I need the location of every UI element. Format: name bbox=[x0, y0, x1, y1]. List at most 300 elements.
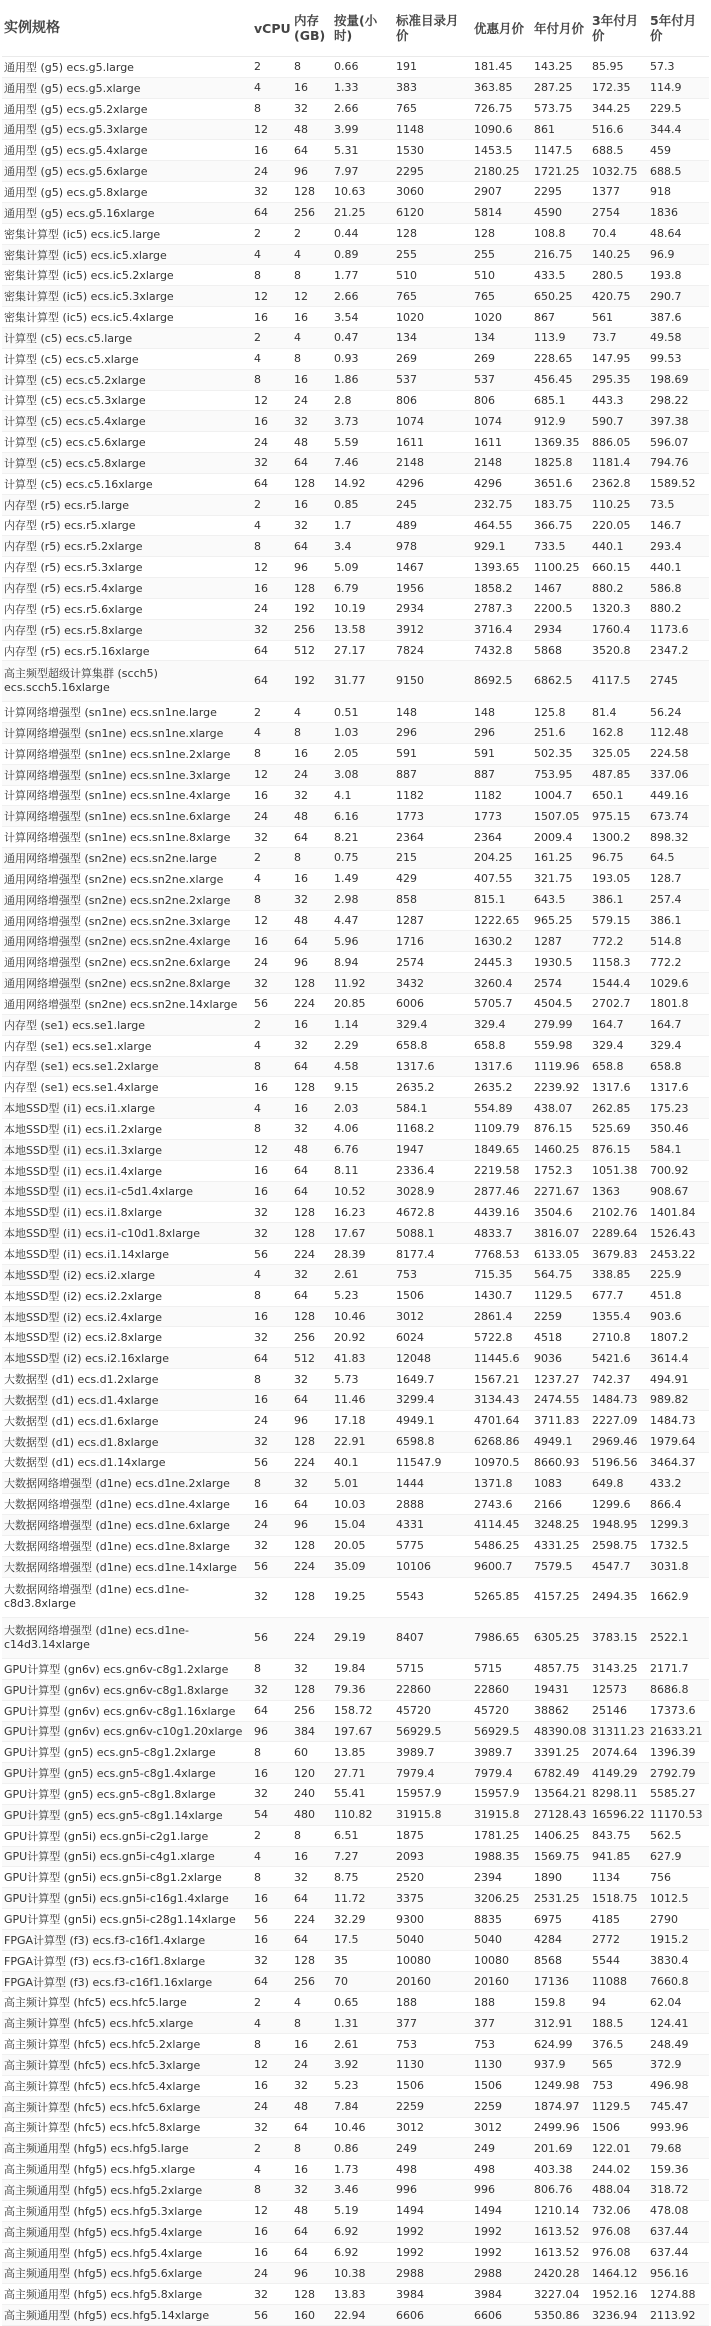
cell-3yr-monthly-price: 1506 bbox=[590, 2117, 648, 2138]
cell-instance-spec: 本地SSD型 (i2) ecs.i2.4xlarge bbox=[2, 1306, 252, 1327]
cell-instance-spec: 计算网络增强型 (sn1ne) ecs.sn1ne.4xlarge bbox=[2, 785, 252, 806]
table-row bbox=[2, 2263, 709, 2284]
cell-instance-spec: 通用网络增强型 (sn2ne) ecs.sn2ne.6xlarge bbox=[2, 952, 252, 973]
cell-annual-monthly-price: 38862 bbox=[532, 1700, 590, 1721]
cell-3yr-monthly-price: 147.95 bbox=[590, 348, 648, 369]
cell-vcpu: 32 bbox=[252, 182, 292, 203]
cell-discount-monthly-price: 5040 bbox=[472, 1929, 532, 1950]
cell-list-monthly-price: 215 bbox=[394, 848, 472, 869]
cell-instance-spec: 通用型 (g5) ecs.g5.16xlarge bbox=[2, 202, 252, 223]
cell-memory: 48 bbox=[292, 2096, 332, 2117]
cell-memory: 64 bbox=[292, 931, 332, 952]
cell-hourly-price: 6.51 bbox=[332, 1825, 394, 1846]
cell-5yr-monthly-price: 337.06 bbox=[648, 764, 709, 785]
cell-3yr-monthly-price: 590.7 bbox=[590, 411, 648, 432]
cell-hourly-price: 2.29 bbox=[332, 1035, 394, 1056]
cell-list-monthly-price: 31915.8 bbox=[394, 1804, 472, 1825]
table-row bbox=[2, 806, 709, 827]
cell-hourly-price: 10.19 bbox=[332, 598, 394, 619]
table-row bbox=[2, 182, 709, 203]
cell-vcpu: 2 bbox=[252, 223, 292, 244]
cell-vcpu: 16 bbox=[252, 1077, 292, 1098]
cell-instance-spec: 高主频通用型 (hfg5) ecs.hfg5.2xlarge bbox=[2, 2180, 252, 2201]
cell-vcpu: 4 bbox=[252, 1846, 292, 1867]
cell-discount-monthly-price: 5705.7 bbox=[472, 993, 532, 1014]
cell-memory: 48 bbox=[292, 910, 332, 931]
cell-discount-monthly-price: 2259 bbox=[472, 2096, 532, 2117]
table-row bbox=[2, 2075, 709, 2096]
cell-memory: 192 bbox=[292, 598, 332, 619]
cell-annual-monthly-price: 559.98 bbox=[532, 1035, 590, 1056]
cell-annual-monthly-price: 4331.25 bbox=[532, 1535, 590, 1556]
cell-vcpu: 8 bbox=[252, 1369, 292, 1390]
cell-annual-monthly-price: 965.25 bbox=[532, 910, 590, 931]
cell-instance-spec: 高主频计算型 (hfc5) ecs.hfc5.3xlarge bbox=[2, 2055, 252, 2076]
cell-discount-monthly-price: 45720 bbox=[472, 1700, 532, 1721]
cell-annual-monthly-price: 806.76 bbox=[532, 2180, 590, 2201]
cell-hourly-price: 41.83 bbox=[332, 1348, 394, 1369]
cell-5yr-monthly-price: 433.2 bbox=[648, 1473, 709, 1494]
table-row bbox=[2, 764, 709, 785]
cell-vcpu: 16 bbox=[252, 1306, 292, 1327]
table-row bbox=[2, 1721, 709, 1742]
cell-vcpu: 96 bbox=[252, 1721, 292, 1742]
cell-hourly-price: 35 bbox=[332, 1950, 394, 1971]
cell-memory: 48 bbox=[292, 2200, 332, 2221]
cell-3yr-monthly-price: 70.4 bbox=[590, 223, 648, 244]
cell-discount-monthly-price: 1371.8 bbox=[472, 1473, 532, 1494]
cell-discount-monthly-price: 929.1 bbox=[472, 536, 532, 557]
cell-vcpu: 32 bbox=[252, 1431, 292, 1452]
cell-vcpu: 4 bbox=[252, 2159, 292, 2180]
table-row bbox=[2, 1867, 709, 1888]
cell-instance-spec: 大数据网络增强型 (d1ne) ecs.d1ne.2xlarge bbox=[2, 1473, 252, 1494]
cell-annual-monthly-price: 228.65 bbox=[532, 348, 590, 369]
cell-list-monthly-price: 128 bbox=[394, 223, 472, 244]
cell-hourly-price: 0.86 bbox=[332, 2138, 394, 2159]
cell-vcpu: 4 bbox=[252, 244, 292, 265]
cell-instance-spec: 计算网络增强型 (sn1ne) ecs.sn1ne.8xlarge bbox=[2, 827, 252, 848]
cell-memory: 128 bbox=[292, 473, 332, 494]
cell-list-monthly-price: 296 bbox=[394, 723, 472, 744]
cell-vcpu: 16 bbox=[252, 931, 292, 952]
cell-instance-spec: 内存型 (r5) ecs.r5.3xlarge bbox=[2, 557, 252, 578]
cell-list-monthly-price: 3375 bbox=[394, 1888, 472, 1909]
cell-annual-monthly-price: 502.35 bbox=[532, 743, 590, 764]
table-row bbox=[2, 1909, 709, 1930]
cell-5yr-monthly-price: 1484.73 bbox=[648, 1410, 709, 1431]
cell-list-monthly-price: 12048 bbox=[394, 1348, 472, 1369]
cell-vcpu: 32 bbox=[252, 827, 292, 848]
cell-memory: 8 bbox=[292, 2138, 332, 2159]
cell-3yr-monthly-price: 443.3 bbox=[590, 390, 648, 411]
cell-annual-monthly-price: 876.15 bbox=[532, 1119, 590, 1140]
cell-3yr-monthly-price: 5196.56 bbox=[590, 1452, 648, 1473]
cell-5yr-monthly-price: 989.82 bbox=[648, 1390, 709, 1411]
cell-3yr-monthly-price: 1518.75 bbox=[590, 1888, 648, 1909]
cell-5yr-monthly-price: 2171.7 bbox=[648, 1658, 709, 1679]
cell-discount-monthly-price: 1494 bbox=[472, 2200, 532, 2221]
cell-vcpu: 4 bbox=[252, 515, 292, 536]
cell-3yr-monthly-price: 1464.12 bbox=[590, 2263, 648, 2284]
cell-annual-monthly-price: 13564.21 bbox=[532, 1784, 590, 1805]
cell-5yr-monthly-price: 1979.64 bbox=[648, 1431, 709, 1452]
cell-annual-monthly-price: 1507.05 bbox=[532, 806, 590, 827]
cell-vcpu: 56 bbox=[252, 1909, 292, 1930]
cell-memory: 16 bbox=[292, 494, 332, 515]
table-row bbox=[2, 1244, 709, 1265]
cell-5yr-monthly-price: 866.4 bbox=[648, 1494, 709, 1515]
cell-3yr-monthly-price: 1158.3 bbox=[590, 952, 648, 973]
cell-hourly-price: 1.31 bbox=[332, 2013, 394, 2034]
cell-hourly-price: 5.23 bbox=[332, 1285, 394, 1306]
cell-list-monthly-price: 2259 bbox=[394, 2096, 472, 2117]
cell-5yr-monthly-price: 1173.6 bbox=[648, 619, 709, 640]
cell-list-monthly-price: 4296 bbox=[394, 473, 472, 494]
table-row bbox=[2, 1035, 709, 1056]
cell-discount-monthly-price: 11445.6 bbox=[472, 1348, 532, 1369]
cell-discount-monthly-price: 1773 bbox=[472, 806, 532, 827]
cell-list-monthly-price: 9150 bbox=[394, 661, 472, 702]
table-row bbox=[2, 743, 709, 764]
cell-annual-monthly-price: 7579.5 bbox=[532, 1556, 590, 1577]
cell-vcpu: 32 bbox=[252, 1223, 292, 1244]
cell-5yr-monthly-price: 956.16 bbox=[648, 2263, 709, 2284]
cell-hourly-price: 2.98 bbox=[332, 889, 394, 910]
cell-3yr-monthly-price: 2494.35 bbox=[590, 1577, 648, 1618]
cell-list-monthly-price: 5040 bbox=[394, 1929, 472, 1950]
cell-memory: 160 bbox=[292, 2305, 332, 2326]
cell-vcpu: 54 bbox=[252, 1804, 292, 1825]
cell-3yr-monthly-price: 162.8 bbox=[590, 723, 648, 744]
cell-vcpu: 2 bbox=[252, 848, 292, 869]
table-row bbox=[2, 2138, 709, 2159]
cell-list-monthly-price: 8407 bbox=[394, 1618, 472, 1659]
table-row bbox=[2, 1264, 709, 1285]
cell-annual-monthly-price: 1613.52 bbox=[532, 2221, 590, 2242]
cell-list-monthly-price: 15957.9 bbox=[394, 1784, 472, 1805]
cell-memory: 48 bbox=[292, 119, 332, 140]
cell-discount-monthly-price: 5722.8 bbox=[472, 1327, 532, 1348]
cell-list-monthly-price: 5775 bbox=[394, 1535, 472, 1556]
cell-list-monthly-price: 134 bbox=[394, 327, 472, 348]
cell-vcpu: 8 bbox=[252, 743, 292, 764]
cell-instance-spec: GPU计算型 (gn5i) ecs.gn5i-c8g1.2xlarge bbox=[2, 1867, 252, 1888]
cell-vcpu: 32 bbox=[252, 619, 292, 640]
table-row bbox=[2, 1369, 709, 1390]
cell-hourly-price: 1.33 bbox=[332, 77, 394, 98]
cell-hourly-price: 1.77 bbox=[332, 265, 394, 286]
table-row bbox=[2, 348, 709, 369]
cell-list-monthly-price: 4949.1 bbox=[394, 1410, 472, 1431]
cell-3yr-monthly-price: 1129.5 bbox=[590, 2096, 648, 2117]
cell-instance-spec: 计算网络增强型 (sn1ne) ecs.sn1ne.large bbox=[2, 702, 252, 723]
table-row bbox=[2, 1556, 709, 1577]
cell-3yr-monthly-price: 565 bbox=[590, 2055, 648, 2076]
cell-memory: 16 bbox=[292, 307, 332, 328]
cell-annual-monthly-price: 1406.25 bbox=[532, 1825, 590, 1846]
cell-5yr-monthly-price: 1029.6 bbox=[648, 973, 709, 994]
cell-discount-monthly-price: 9600.7 bbox=[472, 1556, 532, 1577]
cell-annual-monthly-price: 201.69 bbox=[532, 2138, 590, 2159]
cell-annual-monthly-price: 564.75 bbox=[532, 1264, 590, 1285]
cell-vcpu: 16 bbox=[252, 1763, 292, 1784]
cell-hourly-price: 13.58 bbox=[332, 619, 394, 640]
cell-list-monthly-price: 1649.7 bbox=[394, 1369, 472, 1390]
cell-list-monthly-price: 1467 bbox=[394, 557, 472, 578]
cell-5yr-monthly-price: 49.58 bbox=[648, 327, 709, 348]
table-row bbox=[2, 1077, 709, 1098]
header-discount-monthly-price: 优惠月价 bbox=[472, 0, 532, 57]
cell-annual-monthly-price: 4157.25 bbox=[532, 1577, 590, 1618]
cell-discount-monthly-price: 2907 bbox=[472, 182, 532, 203]
cell-vcpu: 56 bbox=[252, 1618, 292, 1659]
cell-instance-spec: GPU计算型 (gn5) ecs.gn5-c8g1.4xlarge bbox=[2, 1763, 252, 1784]
cell-list-monthly-price: 3989.7 bbox=[394, 1742, 472, 1763]
cell-hourly-price: 13.85 bbox=[332, 1742, 394, 1763]
cell-memory: 64 bbox=[292, 2221, 332, 2242]
cell-vcpu: 16 bbox=[252, 578, 292, 599]
cell-3yr-monthly-price: 295.35 bbox=[590, 369, 648, 390]
cell-annual-monthly-price: 861 bbox=[532, 119, 590, 140]
table-row bbox=[2, 1431, 709, 1452]
cell-instance-spec: 大数据型 (d1) ecs.d1.2xlarge bbox=[2, 1369, 252, 1390]
cell-5yr-monthly-price: 514.8 bbox=[648, 931, 709, 952]
cell-memory: 224 bbox=[292, 1618, 332, 1659]
cell-instance-spec: 内存型 (r5) ecs.r5.4xlarge bbox=[2, 578, 252, 599]
cell-hourly-price: 6.16 bbox=[332, 806, 394, 827]
cell-memory: 384 bbox=[292, 1721, 332, 1742]
cell-5yr-monthly-price: 440.1 bbox=[648, 557, 709, 578]
cell-3yr-monthly-price: 1299.6 bbox=[590, 1494, 648, 1515]
cell-vcpu: 4 bbox=[252, 723, 292, 744]
cell-5yr-monthly-price: 114.9 bbox=[648, 77, 709, 98]
cell-vcpu: 32 bbox=[252, 1784, 292, 1805]
cell-instance-spec: 通用网络增强型 (sn2ne) ecs.sn2ne.large bbox=[2, 848, 252, 869]
cell-5yr-monthly-price: 128.7 bbox=[648, 868, 709, 889]
cell-memory: 16 bbox=[292, 1098, 332, 1119]
cell-instance-spec: GPU计算型 (gn5) ecs.gn5-c8g1.14xlarge bbox=[2, 1804, 252, 1825]
cell-discount-monthly-price: 806 bbox=[472, 390, 532, 411]
cell-5yr-monthly-price: 372.9 bbox=[648, 2055, 709, 2076]
cell-memory: 16 bbox=[292, 2159, 332, 2180]
cell-memory: 64 bbox=[292, 536, 332, 557]
cell-memory: 16 bbox=[292, 77, 332, 98]
cell-memory: 4 bbox=[292, 244, 332, 265]
cell-3yr-monthly-price: 487.85 bbox=[590, 764, 648, 785]
table-row bbox=[2, 1014, 709, 1035]
cell-annual-monthly-price: 3504.6 bbox=[532, 1202, 590, 1223]
cell-hourly-price: 6.92 bbox=[332, 2221, 394, 2242]
table-row bbox=[2, 2096, 709, 2117]
cell-hourly-price: 0.66 bbox=[332, 57, 394, 78]
cell-3yr-monthly-price: 11088 bbox=[590, 1971, 648, 1992]
cell-instance-spec: 密集计算型 (ic5) ecs.ic5.large bbox=[2, 223, 252, 244]
cell-3yr-monthly-price: 880.2 bbox=[590, 578, 648, 599]
cell-memory: 128 bbox=[292, 578, 332, 599]
cell-discount-monthly-price: 1506 bbox=[472, 2075, 532, 2096]
cell-list-monthly-price: 5543 bbox=[394, 1577, 472, 1618]
cell-3yr-monthly-price: 4149.29 bbox=[590, 1763, 648, 1784]
cell-instance-spec: 高主频计算型 (hfc5) ecs.hfc5.large bbox=[2, 1992, 252, 2013]
cell-5yr-monthly-price: 1732.5 bbox=[648, 1535, 709, 1556]
cell-instance-spec: 通用网络增强型 (sn2ne) ecs.sn2ne.3xlarge bbox=[2, 910, 252, 931]
table-row bbox=[2, 640, 709, 661]
cell-memory: 128 bbox=[292, 973, 332, 994]
cell-3yr-monthly-price: 440.1 bbox=[590, 536, 648, 557]
cell-vcpu: 4 bbox=[252, 2013, 292, 2034]
cell-5yr-monthly-price: 451.8 bbox=[648, 1285, 709, 1306]
cell-discount-monthly-price: 554.89 bbox=[472, 1098, 532, 1119]
cell-list-monthly-price: 2520 bbox=[394, 1867, 472, 1888]
cell-list-monthly-price: 1506 bbox=[394, 1285, 472, 1306]
table-row bbox=[2, 140, 709, 161]
cell-annual-monthly-price: 4284 bbox=[532, 1929, 590, 1950]
cell-3yr-monthly-price: 561 bbox=[590, 307, 648, 328]
cell-hourly-price: 10.03 bbox=[332, 1494, 394, 1515]
cell-vcpu: 24 bbox=[252, 598, 292, 619]
cell-vcpu: 16 bbox=[252, 785, 292, 806]
cell-instance-spec: 通用型 (g5) ecs.g5.4xlarge bbox=[2, 140, 252, 161]
cell-3yr-monthly-price: 1760.4 bbox=[590, 619, 648, 640]
cell-3yr-monthly-price: 280.5 bbox=[590, 265, 648, 286]
cell-hourly-price: 20.85 bbox=[332, 993, 394, 1014]
cell-3yr-monthly-price: 8298.11 bbox=[590, 1784, 648, 1805]
cell-vcpu: 8 bbox=[252, 889, 292, 910]
cell-memory: 64 bbox=[292, 1390, 332, 1411]
cell-discount-monthly-price: 537 bbox=[472, 369, 532, 390]
cell-5yr-monthly-price: 229.5 bbox=[648, 98, 709, 119]
cell-list-monthly-price: 1494 bbox=[394, 2200, 472, 2221]
cell-annual-monthly-price: 2239.92 bbox=[532, 1077, 590, 1098]
cell-vcpu: 24 bbox=[252, 806, 292, 827]
cell-vcpu: 16 bbox=[252, 1160, 292, 1181]
cell-vcpu: 8 bbox=[252, 98, 292, 119]
cell-5yr-monthly-price: 11170.53 bbox=[648, 1804, 709, 1825]
cell-memory: 64 bbox=[292, 2117, 332, 2138]
table-row bbox=[2, 1473, 709, 1494]
cell-5yr-monthly-price: 700.92 bbox=[648, 1160, 709, 1181]
cell-annual-monthly-price: 5868 bbox=[532, 640, 590, 661]
cell-discount-monthly-price: 2364 bbox=[472, 827, 532, 848]
cell-vcpu: 8 bbox=[252, 1056, 292, 1077]
cell-hourly-price: 4.06 bbox=[332, 1119, 394, 1140]
cell-memory: 64 bbox=[292, 1285, 332, 1306]
cell-memory: 96 bbox=[292, 557, 332, 578]
header-5yr-monthly-price: 5年付月价 bbox=[648, 0, 709, 57]
cell-list-monthly-price: 188 bbox=[394, 1992, 472, 2013]
cell-hourly-price: 10.52 bbox=[332, 1181, 394, 1202]
cell-hourly-price: 1.03 bbox=[332, 723, 394, 744]
table-row bbox=[2, 1763, 709, 1784]
cell-5yr-monthly-price: 3031.8 bbox=[648, 1556, 709, 1577]
table-row bbox=[2, 1285, 709, 1306]
header-list-monthly-price: 标准目录月价 bbox=[394, 0, 472, 57]
cell-5yr-monthly-price: 1012.5 bbox=[648, 1888, 709, 1909]
cell-vcpu: 8 bbox=[252, 1119, 292, 1140]
cell-vcpu: 12 bbox=[252, 119, 292, 140]
cell-vcpu: 16 bbox=[252, 1494, 292, 1515]
cell-discount-monthly-price: 1781.25 bbox=[472, 1825, 532, 1846]
cell-annual-monthly-price: 125.8 bbox=[532, 702, 590, 723]
cell-discount-monthly-price: 128 bbox=[472, 223, 532, 244]
cell-memory: 2 bbox=[292, 223, 332, 244]
cell-discount-monthly-price: 2635.2 bbox=[472, 1077, 532, 1098]
cell-5yr-monthly-price: 2522.1 bbox=[648, 1618, 709, 1659]
cell-memory: 256 bbox=[292, 619, 332, 640]
cell-discount-monthly-price: 3716.4 bbox=[472, 619, 532, 640]
cell-instance-spec: 高主频通用型 (hfg5) ecs.hfg5.4xlarge bbox=[2, 2221, 252, 2242]
cell-hourly-price: 32.29 bbox=[332, 1909, 394, 1930]
table-row bbox=[2, 473, 709, 494]
cell-5yr-monthly-price: 898.32 bbox=[648, 827, 709, 848]
cell-instance-spec: 密集计算型 (ic5) ecs.ic5.4xlarge bbox=[2, 307, 252, 328]
cell-discount-monthly-price: 3012 bbox=[472, 2117, 532, 2138]
cell-instance-spec: 本地SSD型 (i1) ecs.i1.4xlarge bbox=[2, 1160, 252, 1181]
cell-annual-monthly-price: 2934 bbox=[532, 619, 590, 640]
table-row bbox=[2, 1181, 709, 1202]
cell-discount-monthly-price: 815.1 bbox=[472, 889, 532, 910]
cell-annual-monthly-price: 287.25 bbox=[532, 77, 590, 98]
cell-list-monthly-price: 429 bbox=[394, 868, 472, 889]
table-row bbox=[2, 223, 709, 244]
cell-list-monthly-price: 6598.8 bbox=[394, 1431, 472, 1452]
cell-5yr-monthly-price: 1317.6 bbox=[648, 1077, 709, 1098]
cell-annual-monthly-price: 1752.3 bbox=[532, 1160, 590, 1181]
cell-hourly-price: 17.67 bbox=[332, 1223, 394, 1244]
cell-annual-monthly-price: 6133.05 bbox=[532, 1244, 590, 1265]
cell-hourly-price: 2.61 bbox=[332, 1264, 394, 1285]
cell-hourly-price: 5.19 bbox=[332, 2200, 394, 2221]
table-row bbox=[2, 1971, 709, 1992]
cell-5yr-monthly-price: 1836 bbox=[648, 202, 709, 223]
cell-annual-monthly-price: 183.75 bbox=[532, 494, 590, 515]
cell-list-monthly-price: 20160 bbox=[394, 1971, 472, 1992]
cell-hourly-price: 2.66 bbox=[332, 286, 394, 307]
cell-annual-monthly-price: 650.25 bbox=[532, 286, 590, 307]
cell-5yr-monthly-price: 918 bbox=[648, 182, 709, 203]
cell-5yr-monthly-price: 586.8 bbox=[648, 578, 709, 599]
cell-annual-monthly-price: 321.75 bbox=[532, 868, 590, 889]
cell-instance-spec: 计算网络增强型 (sn1ne) ecs.sn1ne.xlarge bbox=[2, 723, 252, 744]
header-instance-spec: 实例规格 bbox=[2, 0, 252, 57]
cell-discount-monthly-price: 887 bbox=[472, 764, 532, 785]
table-row bbox=[2, 2200, 709, 2221]
cell-list-monthly-price: 1287 bbox=[394, 910, 472, 931]
cell-annual-monthly-price: 1210.14 bbox=[532, 2200, 590, 2221]
cell-annual-monthly-price: 161.25 bbox=[532, 848, 590, 869]
cell-5yr-monthly-price: 225.9 bbox=[648, 1264, 709, 1285]
cell-list-monthly-price: 510 bbox=[394, 265, 472, 286]
cell-5yr-monthly-price: 627.9 bbox=[648, 1846, 709, 1867]
cell-hourly-price: 14.92 bbox=[332, 473, 394, 494]
cell-annual-monthly-price: 3391.25 bbox=[532, 1742, 590, 1763]
header-vcpu: vCPU bbox=[252, 0, 292, 57]
cell-instance-spec: GPU计算型 (gn5) ecs.gn5-c8g1.2xlarge bbox=[2, 1742, 252, 1763]
cell-discount-monthly-price: 31915.8 bbox=[472, 1804, 532, 1825]
table-row bbox=[2, 952, 709, 973]
cell-hourly-price: 1.7 bbox=[332, 515, 394, 536]
cell-discount-monthly-price: 1130 bbox=[472, 2055, 532, 2076]
cell-memory: 16 bbox=[292, 868, 332, 889]
table-row bbox=[2, 578, 709, 599]
cell-instance-spec: 内存型 (r5) ecs.r5.large bbox=[2, 494, 252, 515]
cell-5yr-monthly-price: 794.76 bbox=[648, 453, 709, 474]
cell-hourly-price: 3.54 bbox=[332, 307, 394, 328]
cell-list-monthly-price: 269 bbox=[394, 348, 472, 369]
cell-memory: 96 bbox=[292, 1410, 332, 1431]
cell-3yr-monthly-price: 376.5 bbox=[590, 2034, 648, 2055]
